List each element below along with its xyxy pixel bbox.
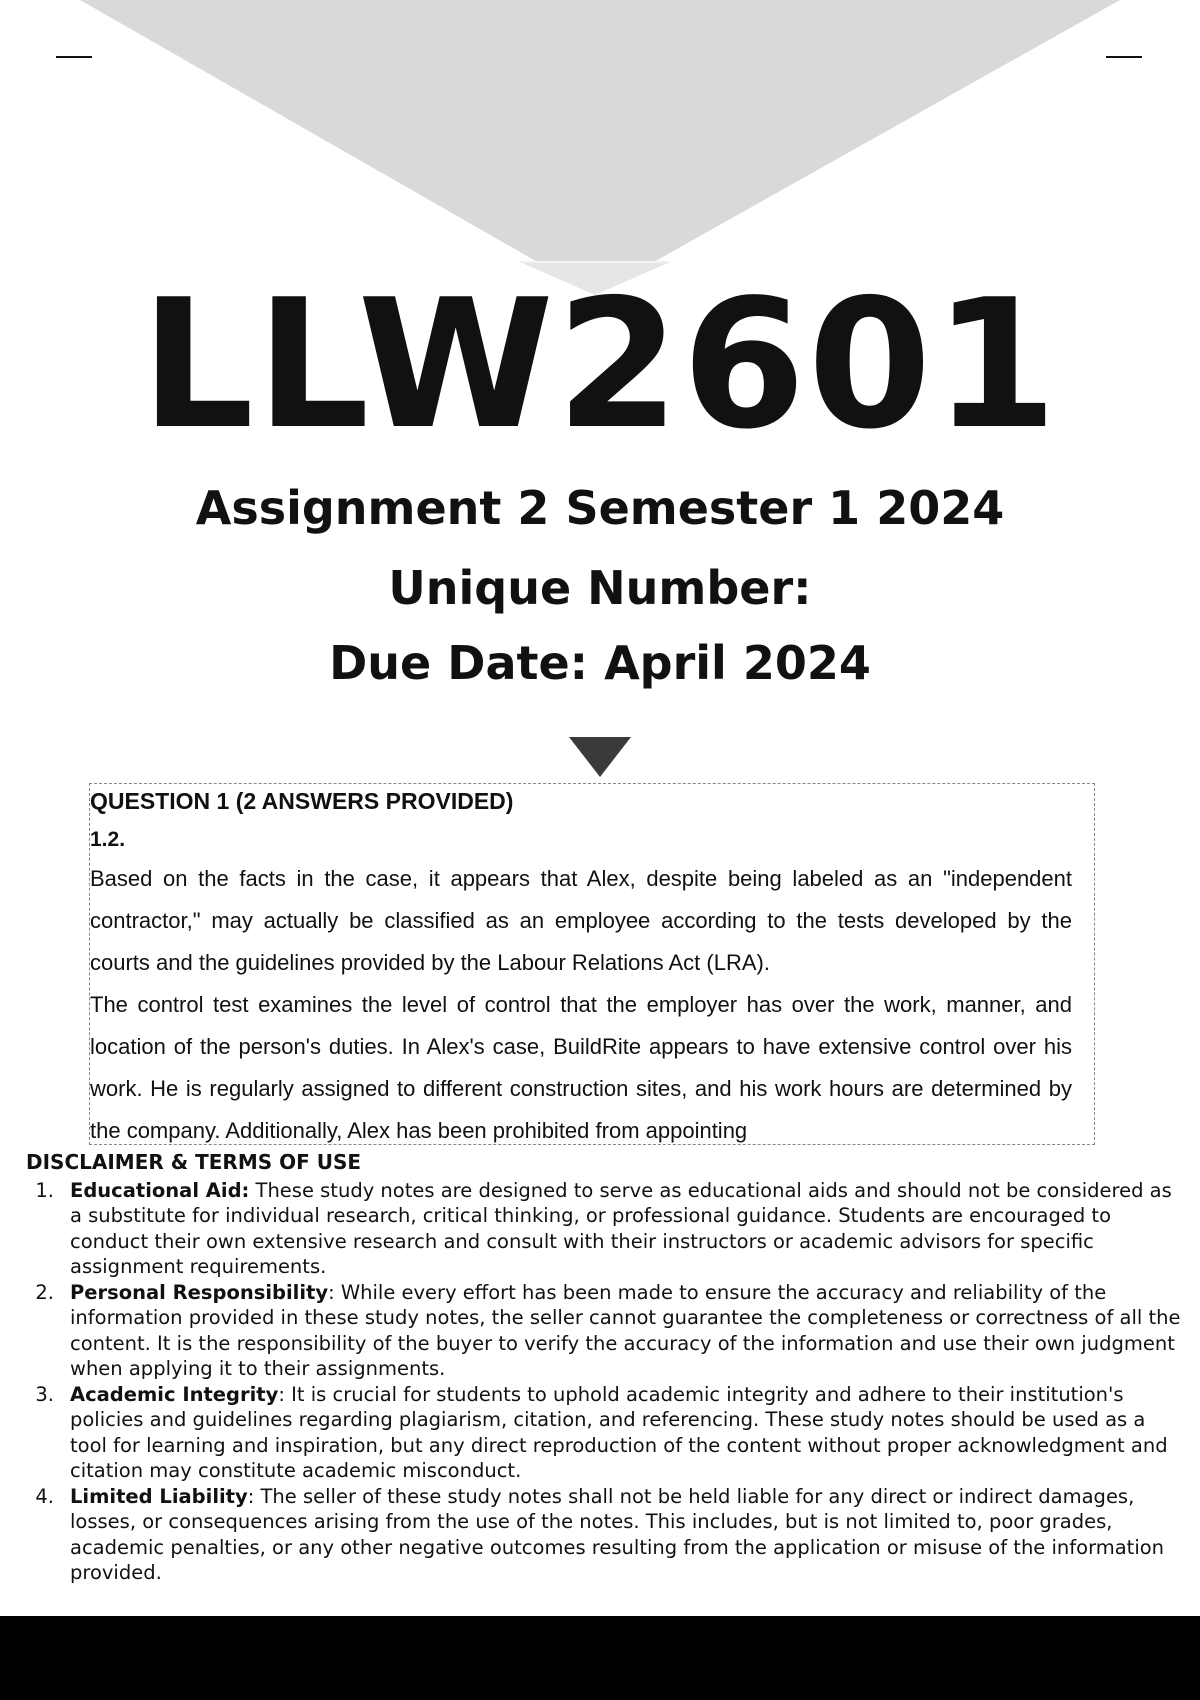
disclaimer-item-body	[70, 1178, 1186, 1280]
disclaimer-item-text: : While every effort has been made to ensure the accuracy and reliability of the information provided in these study notes, the seller cannot guarantee the completeness or correctness of all the content. It is the responsibility of the buyer to verify the accuracy of the information and use their own judgment when applying it to their assignments.	[70, 1280, 1181, 1380]
corner-mark-right	[1106, 56, 1142, 58]
disclaimer-item-text: These study notes are designed to serve as educational aids and should not be considered as a substitute for individual research, critical thinking, or professional guidance. Students are encouraged to conduct their own extensive research and consult with their instructors or academic advisors for specific assignment requirements.	[70, 1178, 1172, 1278]
disclaimer-item-term: Educational Aid:	[70, 1178, 250, 1202]
assignment-line: Assignment 2 Semester 1 2024	[195, 481, 1005, 535]
disclaimer-item-term: Personal Responsibility	[70, 1280, 329, 1304]
cover-chevron-banner	[0, 0, 1200, 300]
answer-paragraph: Based on the facts in the case, it appears that Alex, despite being labeled as an "independent contractor," may actually be classified as an employee according to the tests developed by the courts and the guidelines provided by the Labour Relations Act (LRA).	[90, 866, 1072, 975]
disclaimer-item	[16, 1280, 1186, 1382]
disclaimer-item-body	[70, 1484, 1186, 1586]
question-heading: QUESTION 1 (2 ANSWERS PROVIDED)	[90, 788, 514, 814]
disclaimer-item-term: Limited Liability	[70, 1484, 248, 1508]
answer-preview-box	[89, 783, 1095, 1145]
disclaimer-item-number: 1.	[35, 1178, 54, 1202]
due-date-line: Due Date: April 2024	[329, 636, 871, 690]
bottom-black-bar	[0, 1616, 1200, 1700]
disclaimer-item-number: 4.	[35, 1484, 54, 1508]
course-code-title: LLW2601	[140, 261, 1060, 468]
unique-number-line: Unique Number:	[388, 561, 812, 615]
answer-paragraph: The control test examines the level of control that the employer has over the work, manner, and location of the person's duties. In Alex's case, BuildRite appears to have extensive control over his work. He is regularly assigned to different construction sites, and his work hours are determined by the company. Additionally, Alex has been prohibited from appointing	[90, 992, 1072, 1143]
disclaimer-item-number: 3.	[35, 1382, 54, 1406]
disclaimer-item	[16, 1178, 1186, 1280]
corner-mark-left	[56, 56, 92, 58]
down-triangle-icon	[569, 737, 631, 777]
disclaimer-item-text: : It is crucial for students to uphold academic integrity and adhere to their institution's policies and guidelines regarding plagiarism, citation, and referencing. These study notes should be used as a tool for learning and inspiration, but any direct reproduction of the content without proper acknowledgment and citation may constitute academic misconduct.	[70, 1382, 1168, 1482]
disclaimer-item-body	[70, 1280, 1186, 1382]
disclaimer-item-number: 2.	[35, 1280, 54, 1304]
disclaimer-item-term: Academic Integrity	[70, 1382, 279, 1406]
disclaimer-item-text: : The seller of these study notes shall not be held liable for any direct or indirect damages, losses, or consequences arising from the use of the notes. This includes, but is not limited to, poor grades, academic penalties, or any other negative outcomes resulting from the application or misuse of the information provided.	[70, 1484, 1165, 1584]
disclaimer-title: DISCLAIMER & TERMS OF USE	[26, 1150, 362, 1174]
disclaimer-list	[16, 1178, 1186, 1586]
disclaimer-item-body	[70, 1382, 1186, 1484]
disclaimer-section	[16, 1150, 1186, 1586]
question-number: 1.2.	[90, 828, 126, 851]
disclaimer-item	[16, 1484, 1186, 1586]
disclaimer-item	[16, 1382, 1186, 1484]
